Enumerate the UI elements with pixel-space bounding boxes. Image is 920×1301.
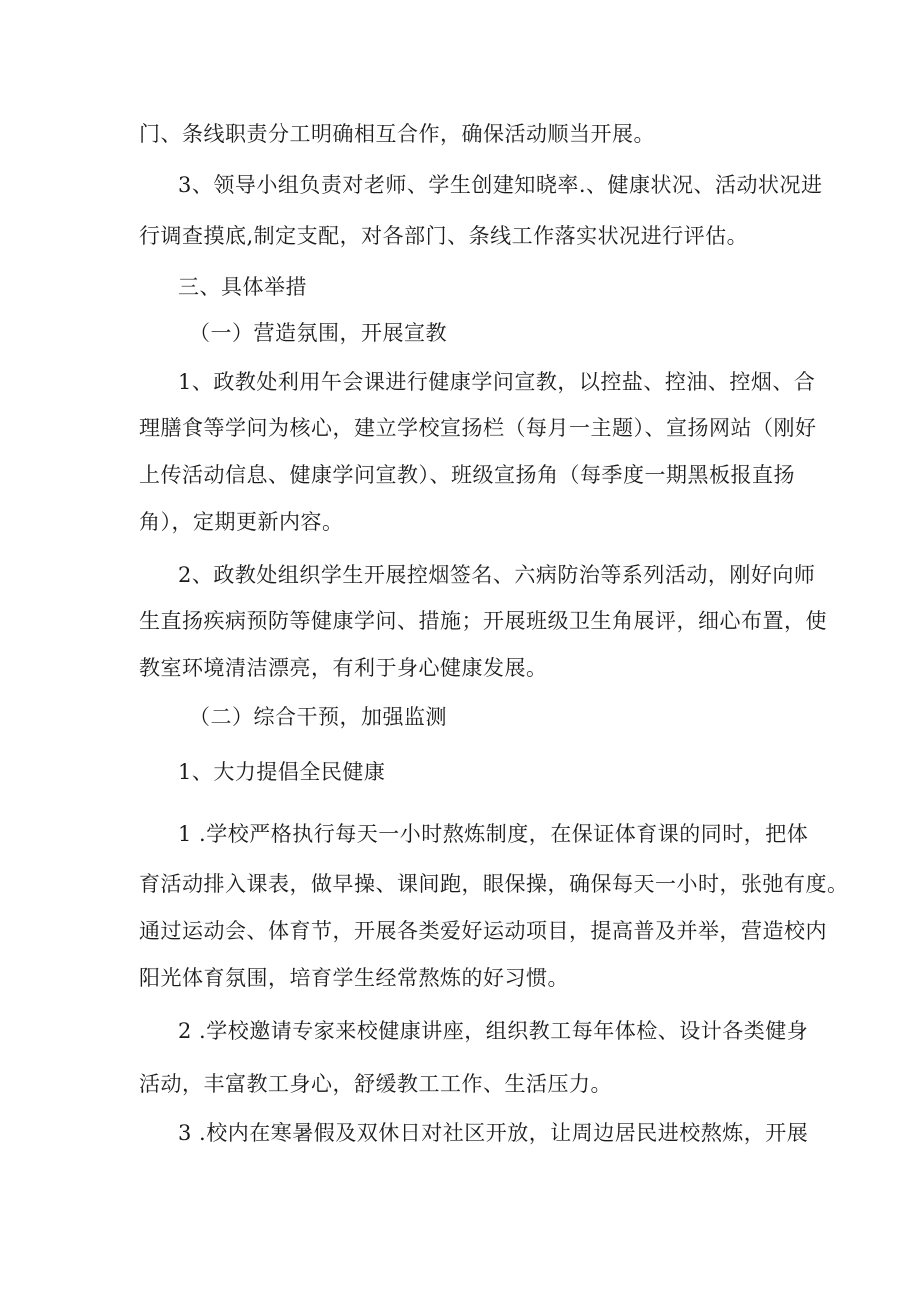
paragraph-line: 教室环境清洁漂亮，有利于身心健康发展。 [139, 656, 548, 680]
paragraph-line: 理膳食等学问为核心，建立学校宣扬栏（每月一主题）、宣扬网站（刚好 [139, 416, 817, 440]
paragraph-line: 行调查摸底,制定支配，对各部门、条线工作落实状况进行评估。 [139, 224, 749, 248]
paragraph-line: 通过运动会、体育节，开展各类爱好运动项目，提高普及并举，营造校内 [139, 919, 827, 943]
paragraph-line: 3 .校内在寒暑假及双休日对社区开放，让周边居民进校熬炼，开展 [178, 1121, 809, 1145]
paragraph-line: 1、政教处利用午会课进行健康学问宣教，以控盐、控油、控烟、合 [178, 370, 816, 394]
subsection-heading: （二）综合干预，加强监测 [189, 705, 447, 729]
paragraph-line: 育活动排入课表，做早操、课间跑，眼保操，确保每天一小时，张弛有度。 [139, 872, 849, 896]
paragraph-line: 阳光体育氛围，培育学生经常熬炼的好习惯。 [139, 966, 569, 990]
list-heading: 1、大力提倡全民健康 [178, 760, 386, 784]
subsection-heading: （一）营造氛围，开展宣教 [189, 321, 447, 345]
paragraph-line: 门、条线职责分工明确相互合作，确保活动顺当开展。 [139, 122, 655, 146]
paragraph-line: 2 .学校邀请专家来校健康讲座，组织教工每年体检、设计各类健身 [178, 1019, 809, 1043]
paragraph-line: 生直扬疾病预防等健康学问、措施；开展班级卫生角展评，细心布置，使 [139, 609, 827, 633]
paragraph-line: 1 .学校严格执行每天一小时熬炼制度，在保证体育课的同时，把体 [178, 822, 809, 846]
section-heading: 三、具体举措 [178, 275, 307, 299]
paragraph-line: 活动，丰富教工身心，舒缓教工工作、生活压力。 [139, 1072, 612, 1096]
paragraph-line: 角），定期更新内容。 [139, 510, 344, 534]
paragraph-line: 上传活动信息、健康学问宣教）、班级宣扬角（每季度一期黑板报直扬 [139, 463, 795, 487]
paragraph-line: 3、领导小组负责对老师、学生创建知晓率.、健康状况、活动状况进 [178, 173, 823, 197]
paragraph-line: 2、政教处组织学生开展控烟签名、六病防治等系列活动，刚好向师 [178, 563, 816, 587]
